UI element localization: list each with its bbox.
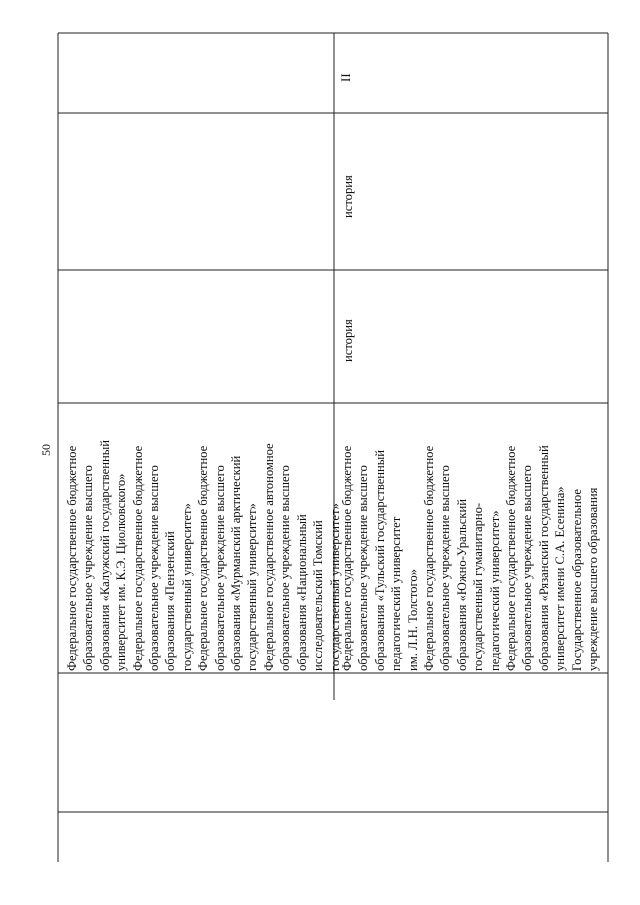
page-number: 50 xyxy=(39,444,53,456)
organization-line: Государственное образовательное xyxy=(569,489,584,671)
organization-line: образовательное учреждение высшего xyxy=(212,465,227,671)
table-cell-organizations-row1 xyxy=(64,440,343,671)
organization-line: образовательное учреждение высшего xyxy=(520,465,535,671)
organization-line: государственный университет» xyxy=(327,503,342,671)
organization-line: Федеральное государственное автономное xyxy=(261,443,276,671)
subject-b: история xyxy=(341,175,355,218)
organization-line: образования «Мурманский арктический xyxy=(229,455,244,671)
organization-line: педагогический университет xyxy=(389,516,404,671)
organization-line: образовательное учреждение высшего xyxy=(147,465,162,671)
organization-line: образовательное учреждение высшего xyxy=(438,465,453,671)
organization-line: университет им. К.Э. Циолковского» xyxy=(114,473,129,671)
organization-line: образования «Рязанский государственный xyxy=(536,445,551,671)
organization-line: университет имени С.А. Есенина» xyxy=(553,486,568,671)
organization-line: государственный гуманитарно- xyxy=(471,502,486,671)
organization-line: образования «Калужский государственный xyxy=(97,440,112,671)
organization-line: Федеральное государственное бюджетное xyxy=(196,445,211,671)
organization-line: Федеральное государственное бюджетное xyxy=(130,445,145,671)
organization-line: образования «Национальный xyxy=(294,514,309,671)
organization-line: Федеральное государственное бюджетное xyxy=(65,445,79,671)
stage-value: II xyxy=(338,73,353,82)
organization-line: учреждение высшего образования xyxy=(586,487,601,671)
organization-line: им. Л.Н. Толстого» xyxy=(405,569,420,671)
organization-line: исследовательский Томский xyxy=(311,520,326,671)
organization-line: образовательное учреждение высшего xyxy=(356,465,371,671)
table-cell-subject-a xyxy=(340,319,356,362)
organization-line: Федеральное государственное бюджетное xyxy=(422,445,437,671)
organization-line: образования «Тульский государственный xyxy=(372,450,387,671)
table-cell-subject-b xyxy=(340,175,356,218)
subject-a: история xyxy=(341,319,355,362)
organization-line: государственный университет» xyxy=(179,503,194,671)
organization-line: государственный университет» xyxy=(245,503,260,671)
organization-line: образования «Пензенский xyxy=(163,531,178,671)
table-cell-stage xyxy=(338,73,354,82)
organization-line: Федеральное государственное бюджетное xyxy=(504,445,519,671)
organization-line: Федеральное государственное бюджетное xyxy=(340,445,354,671)
organization-line: образовательное учреждение высшего xyxy=(278,465,293,671)
organization-line: педагогический университет» xyxy=(487,510,502,671)
table-cell-organizations-row2 xyxy=(339,445,602,671)
organization-line: образовательное учреждение высшего xyxy=(81,465,96,671)
organization-line: образования «Южно-Уральский xyxy=(454,499,469,671)
